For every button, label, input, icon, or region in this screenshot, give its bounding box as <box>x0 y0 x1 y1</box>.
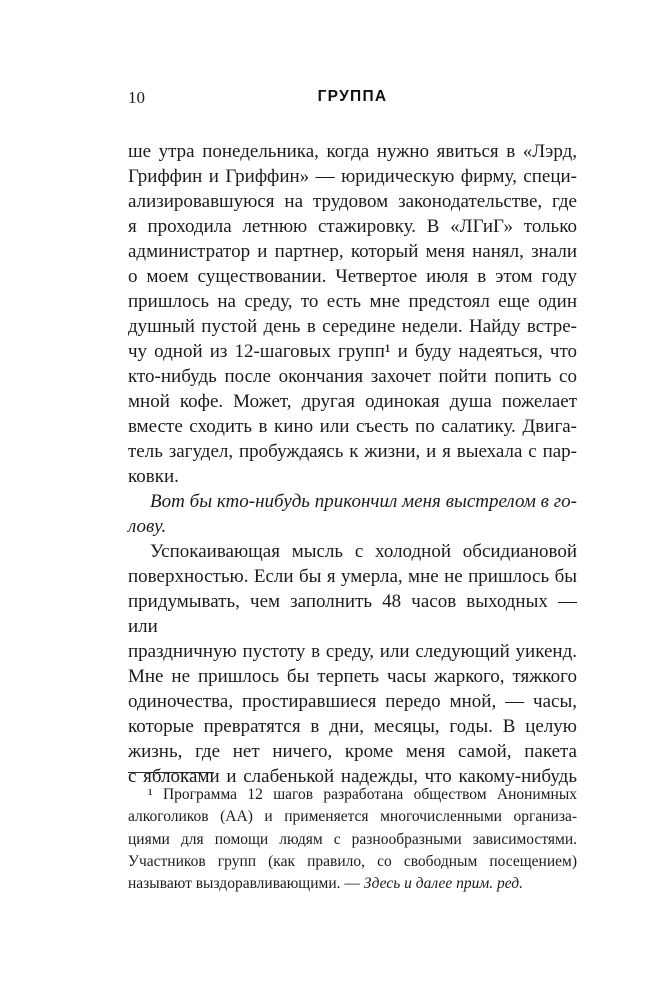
footnote-line: Участников групп (как правило, со свободным посещением) <box>128 852 577 870</box>
footnote-text-italic: Здесь и далее прим. ред. <box>363 875 523 893</box>
footnote-line: ¹ Программа 12 шагов разработана обществом Анонимных <box>148 786 577 803</box>
body-line: жизнь, где нет ничего, кроме меня самой, пакета <box>128 741 577 762</box>
body-line: кто-нибудь после окончания захочет пойти попить со <box>128 366 577 387</box>
footnote-text-roman: называют выздоравливающими. — <box>128 875 364 893</box>
body-line: администратор и партнер, который меня нанял, знали <box>128 241 577 262</box>
body-line: поверхностью. Если бы я умерла, мне не пришлось бы <box>128 566 577 587</box>
running-title: ГРУППА <box>317 88 388 105</box>
page-number: 10 <box>128 88 145 107</box>
body-line: которые превратятся в дни, месяцы, годы. В целую <box>128 716 577 737</box>
body-line: праздничную пустоту в среду, или следующий уикенд. <box>128 641 577 662</box>
footnote-line: циями для помощи людям с разнообразными зависимостями. <box>128 830 577 848</box>
body-line: о моем существовании. Четвертое июля в этом году <box>128 266 577 287</box>
footnote <box>128 772 577 895</box>
body-line: придумывать, чем заполнить 48 часов выходных — или <box>128 591 577 637</box>
body-text <box>128 139 577 789</box>
body-line: одиночества, простиравшиеся передо мной, — часы, <box>128 691 577 712</box>
body-line-italic: Вот бы кто-нибудь прикончил меня выстрелом в го- <box>150 491 577 512</box>
body-line: я проходила летнюю стажировку. В «ЛГиГ» только <box>128 216 577 237</box>
body-line: тель загудел, пробуждаясь к жизни, и я выехала с пар- <box>128 441 577 462</box>
body-line: ше утра понедельника, когда нужно явиться в «Лэрд, <box>128 141 577 162</box>
body-line: чу одной из 12-шаговых групп¹ и буду надеяться, что <box>128 341 577 362</box>
body-line: пришлось на среду, то есть мне предстоял еще один <box>128 291 577 312</box>
body-line: мной кофе. Может, другая одинокая душа пожелает <box>128 391 577 412</box>
body-line: ализировавшуюся на трудовом законодательстве, где <box>128 191 577 212</box>
body-line: Гриффин и Гриффин» — юридическую фирму, специ- <box>128 166 577 187</box>
footnote-line: алкоголиков (АА) и применяется многочисленными организа- <box>128 808 577 826</box>
body-line: с яблоками и слабенькой надежды, что какому-нибудь <box>128 766 577 787</box>
body-line: душный пустой день в середине недели. Найду встре- <box>128 316 577 337</box>
footnote-line <box>128 873 577 895</box>
body-line-italic: лову. <box>128 516 167 537</box>
body-line: вместе сходить в кино или съесть по салатику. Двига- <box>128 416 577 437</box>
page-header <box>128 88 577 106</box>
body-line: ковки. <box>128 466 179 487</box>
body-line: Мне не пришлось бы терпеть часы жаркого, тяжкого <box>128 666 577 687</box>
footnote-divider <box>128 772 214 773</box>
body-line: Успокаивающая мысль с холодной обсидиановой <box>150 541 577 562</box>
